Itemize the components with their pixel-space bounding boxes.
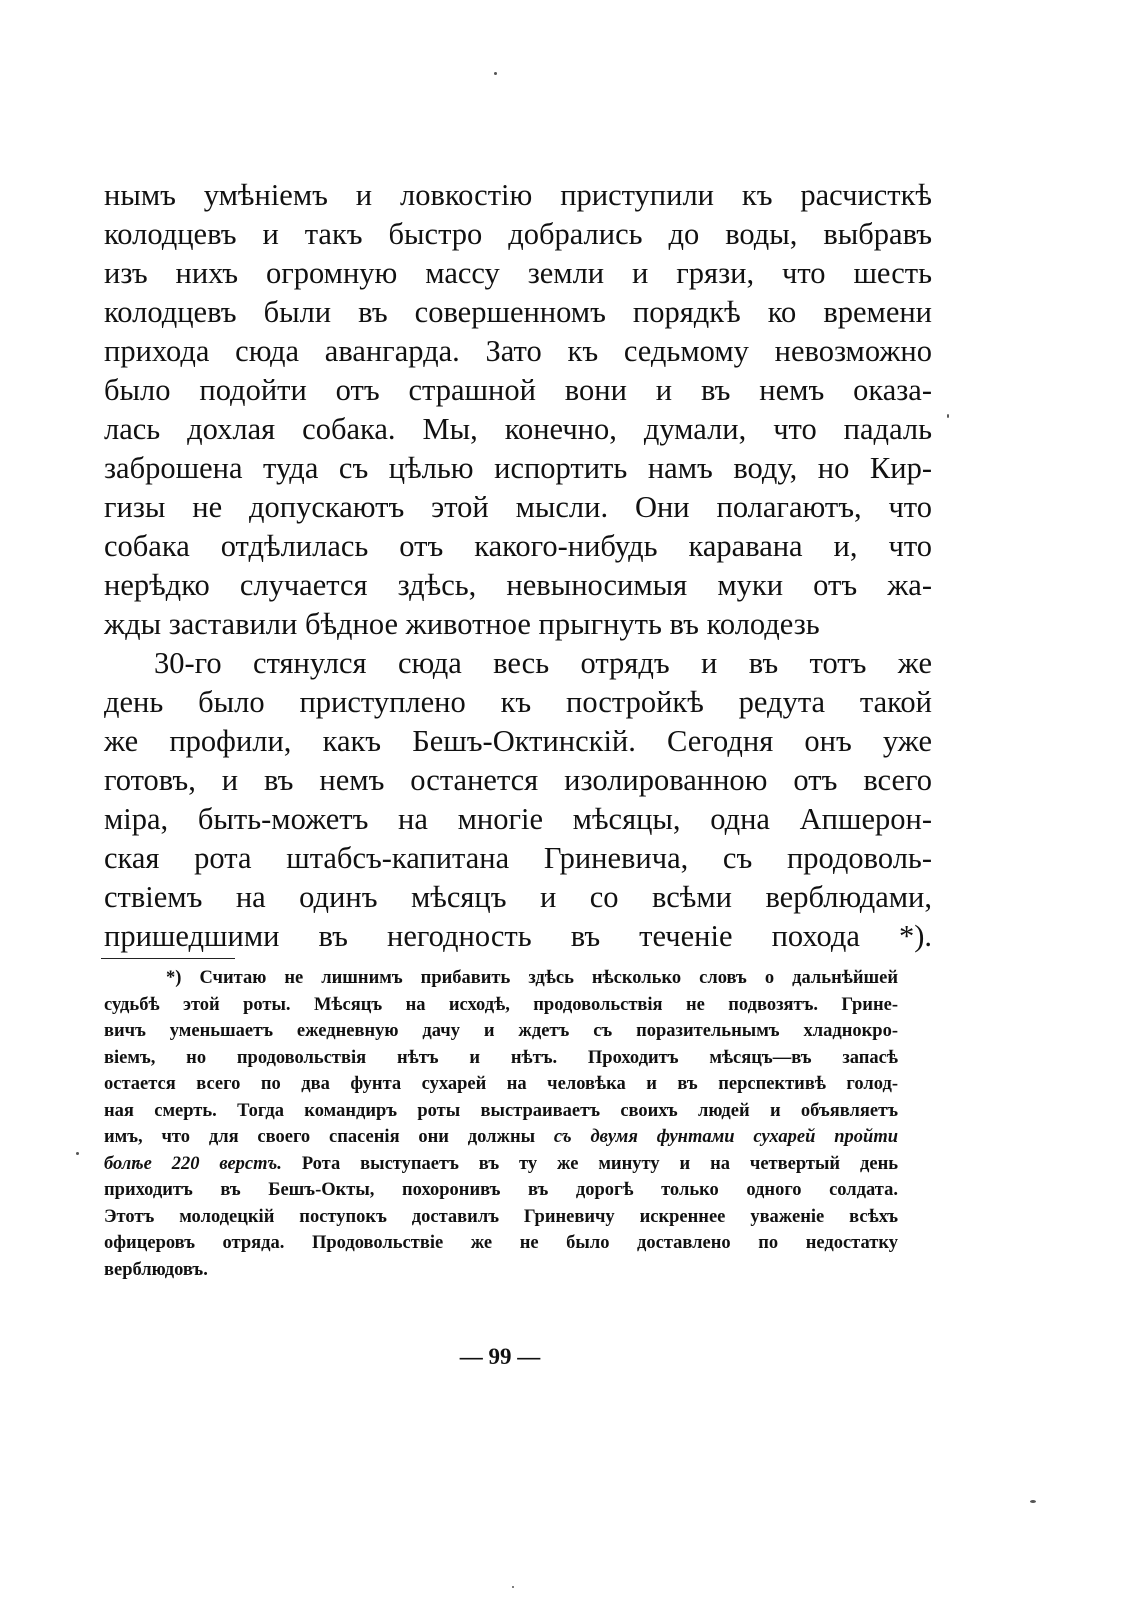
- footnote-italic-text: съ двумя фунтами сухарей пройти: [553, 1127, 899, 1147]
- footnote-text: Рота выступаетъ въ ту же минуту и на четвертый день: [301, 1153, 899, 1174]
- footnote-line: [104, 1124, 898, 1151]
- print-speck: [512, 1586, 514, 1588]
- main-text-line: было подойти отъ страшной вони и въ немъ оказа-: [104, 373, 932, 407]
- footnote-block: [104, 965, 898, 1283]
- main-text-line: гизы не допускаютъ этой мысли. Они полагаютъ, что: [104, 490, 932, 524]
- main-text-line: заброшена туда съ цѣлью испортить намъ воду, но Кир-: [104, 451, 932, 485]
- main-text-line: нымъ умѣніемъ и ловкостію приступили къ расчисткѣ: [104, 178, 932, 212]
- page-number: — 99 —: [459, 1344, 541, 1369]
- footnote-line: судьбѣ этой роты. Мѣсяцъ на исходѣ, продовольствія не подвозятъ. Грине-: [104, 994, 898, 1015]
- main-text-line: лась дохлая собака. Мы, конечно, думали, что падаль: [104, 412, 932, 446]
- footnote-line: остается всего по два фунта сухарей на человѣка и въ перспективѣ голод-: [104, 1074, 898, 1094]
- main-text-line: нерѣдко случается здѣсь, невыносимыя муки отъ жа-: [104, 568, 932, 602]
- footnote-line: віемъ, но продовольствія нѣтъ и нѣтъ. Проходитъ мѣсяцъ—въ запасѣ: [104, 1047, 898, 1068]
- main-text-line: ская рота штабсъ-капитана Гриневича, съ продоволь-: [104, 841, 932, 875]
- main-text-line: прихода сюда авангарда. Зато къ седьмому невозможно: [104, 334, 932, 368]
- footnote-line: [104, 1151, 898, 1178]
- main-text-line: пришедшими въ негодность въ теченіе похода *).: [104, 919, 932, 953]
- main-text-line: изъ нихъ огромную массу земли и грязи, что шесть: [104, 256, 932, 290]
- main-text-line: день было приступлено къ постройкѣ редута такой: [104, 685, 932, 719]
- footnote-line: верблюдовъ.: [104, 1259, 208, 1280]
- main-text-line: міра, быть-можетъ на многіе мѣсяцы, одна Апшерон-: [104, 802, 932, 836]
- paragraph-first-line: 30-го стянулся сюда весь отрядъ и въ тотъ же: [154, 646, 932, 680]
- footnote-italic-text: болѣе 220 верстъ.: [104, 1153, 282, 1174]
- main-text-line: готовъ, и въ немъ останется изолированною отъ всего: [104, 763, 932, 797]
- print-speck: [76, 1152, 79, 1155]
- footnote-line: вичъ уменьшаетъ ежедневную дачу и ждетъ съ поразительнымъ хладнокро-: [104, 1021, 898, 1041]
- main-text-line: колодцевъ и такъ быстро добрались до воды, выбравъ: [104, 217, 932, 251]
- main-text-line: же профили, какъ Бешъ-Октинскій. Сегодня онъ уже: [104, 724, 932, 758]
- main-text-line: жды заставили бѣдное животное прыгнуть въ колодезь: [104, 607, 820, 641]
- footnote-divider: [101, 958, 235, 959]
- footnote-line: *) Считаю не лишнимъ прибавить здѣсь нѣсколько словъ о дальнѣйшей: [166, 968, 898, 988]
- footnote-line: офицеровъ отряда. Продовольствіе же не было доставлено по недостатку: [104, 1233, 898, 1253]
- main-text-line: ствіемъ на одинъ мѣсяцъ и со всѣми верблюдами,: [104, 880, 932, 914]
- main-text-block: [104, 176, 932, 956]
- print-speck: [947, 414, 949, 418]
- footnote-line: ная смерть. Тогда командиръ роты выстраиваетъ своихъ людей и объявляетъ: [104, 1100, 898, 1121]
- footnote-line: приходитъ въ Бешъ-Окты, похоронивъ въ дорогѣ только одного солдата.: [104, 1180, 898, 1200]
- print-speck: [494, 72, 497, 75]
- main-text-line: собака отдѣлилась отъ какого-нибудь каравана и, что: [104, 529, 932, 563]
- print-speck: [1030, 1500, 1036, 1503]
- main-text-line: колодцевъ были въ совершенномъ порядкѣ ко времени: [104, 295, 932, 329]
- footnote-text: имъ, что для своего спасенія они должны: [104, 1127, 536, 1147]
- footnote-line: Этотъ молодецкій поступокъ доставилъ Гриневичу искреннее уваженіе всѣхъ: [104, 1206, 898, 1227]
